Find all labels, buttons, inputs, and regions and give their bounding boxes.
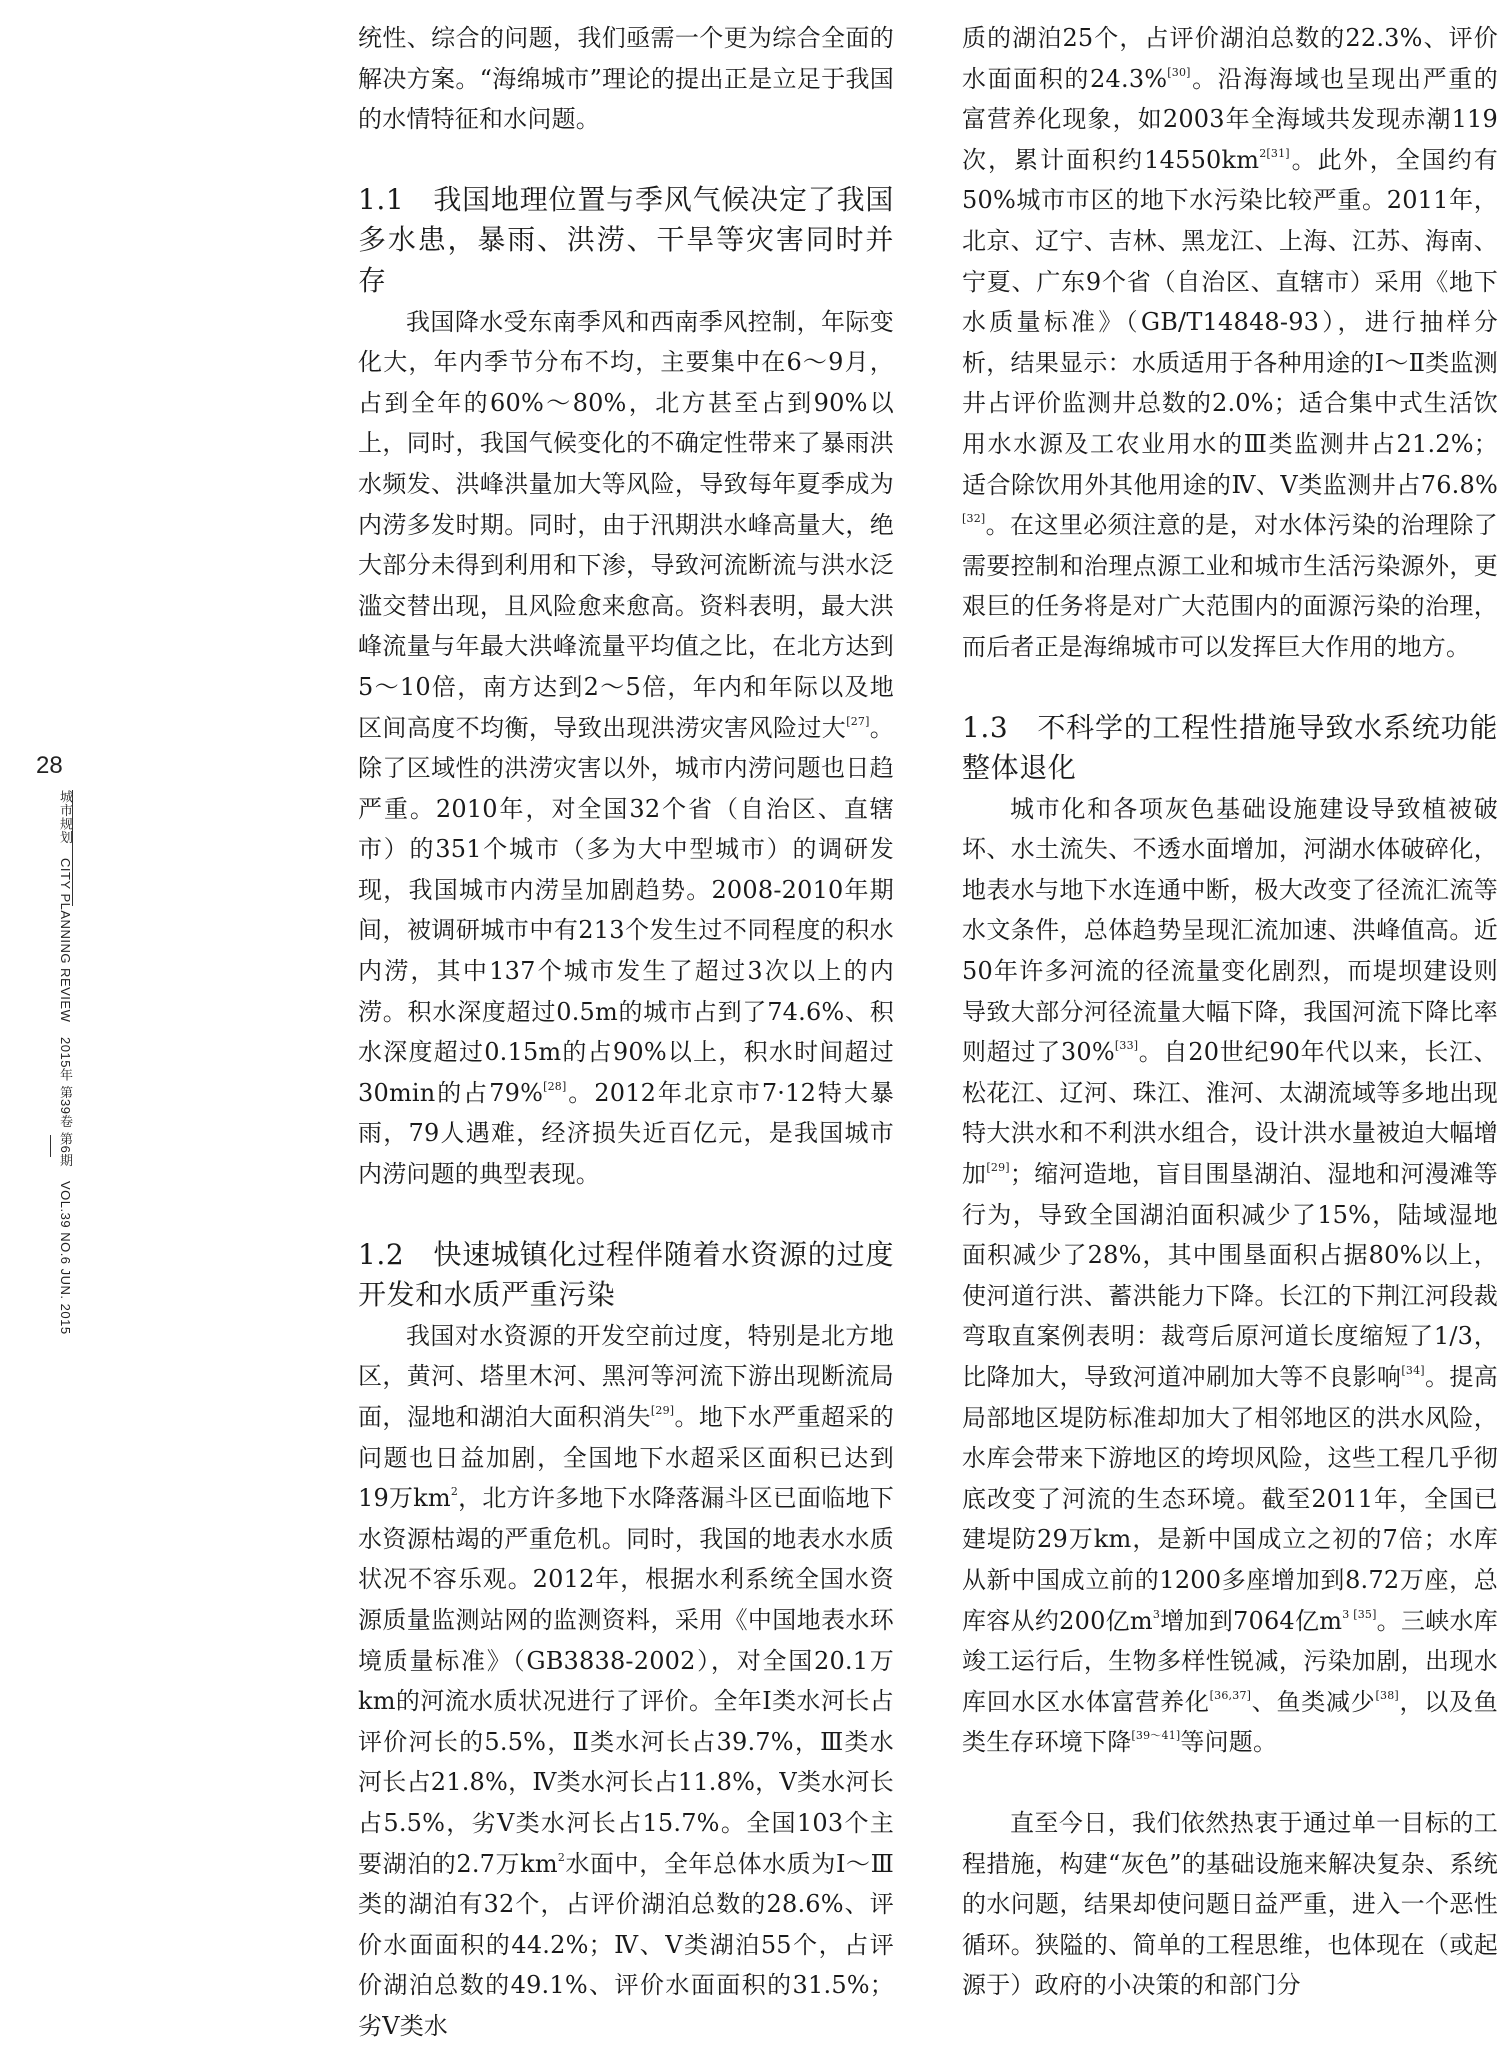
issue-en: VOL.39 NO.6 JUN. 2015 xyxy=(58,1180,73,1335)
text-run: 增加到7064亿m xyxy=(1160,1606,1343,1635)
text-run: 。自20世纪90年代以来，长江、松花江、辽河、珠江、淮河、太湖流域等多地出现特大洪水和不利洪水组合，设计洪水量被迫大幅增加 xyxy=(962,1038,1498,1189)
text-run: 。沿海海域也呈现出严重的富营养化现象，如2003年全海域共发现赤潮119次，累计面积约14550km xyxy=(962,64,1498,174)
running-head xyxy=(56,790,75,1344)
section-gap xyxy=(358,140,894,180)
superscript-3: 3 xyxy=(1342,1607,1350,1621)
paragraph-continued xyxy=(962,18,1498,668)
heading-1-1: 1.1 我国地理位置与季风气候决定了我国多水患，暴雨、洪涝、干旱等灾害同时并存 xyxy=(358,182,894,297)
citation-28: [28] xyxy=(543,1079,567,1093)
text-run: 等问题。 xyxy=(1180,1728,1278,1757)
margin-rule-bottom xyxy=(50,1135,51,1157)
paragraph-1-1 xyxy=(358,302,894,1195)
text-run: 水面中，全年总体水质为Ⅰ～Ⅲ类的湖泊有32个，占评价湖泊总数的28.6%、评价水面面积的44.2%；Ⅳ、Ⅴ类湖泊55个，占评价湖泊总数的49.1%、评价水面面积的31.5%；劣Ⅴ类水 xyxy=(358,1849,894,2040)
citation-32: [32] xyxy=(962,512,986,526)
page-number: 28 xyxy=(36,752,63,779)
margin-strip xyxy=(0,0,100,1925)
section-gap xyxy=(358,1195,894,1235)
text-run: 我国降水受东南季风和西南季风控制，年际变化大，年内季节分布不均，主要集中在6～9月，占到全年的60%～80%，北方甚至占到90%以上，同时，我国气候变化的不确定性带来了暴雨洪水频发、洪峰洪量加大等风险，导致每年夏季成为内涝多发时期。同时，由于汛期洪水峰高量大，绝大部分未得到利用和下渗，导致河流断流与洪水泛滥交替出现，且风险愈来愈高。资料表明，最大洪峰流量与年最大洪峰流量平均值之比，在北方达到5～10倍，南方达到2～5倍，年内和年际以及地区间高度不均衡，导致出现洪涝灾害风险过大 xyxy=(358,307,894,742)
paragraph-continued: 统性、综合的问题，我们亟需一个更为综合全面的解决方案。“海绵城市”理论的提出正是立足于我国的水情特征和水问题。 xyxy=(358,24,894,134)
citation-35: [35] xyxy=(1349,1607,1377,1621)
text-run: 。提高局部地区堤防标准却加大了相邻地区的洪水风险，水库会带来下游地区的垮坝风险，这些工程几乎彻底改变了河流的生态环境。截至2011年，全国已建堤防29万km，是新中国成立之初的7倍；水库从新中国成立前的1200多座增加到8.72万座，总库容从约200亿m xyxy=(962,1363,1498,1635)
text-run: 城市化和各项灰色基础设施建设导致植被破坏、水土流失、不透水面增加，河湖水体破碎化，地表水与地下水连通中断，极大改变了径流汇流等水文条件，总体趋势呈现汇流加速、洪峰值高。近50年许多河流的径流量变化剧烈，而堤坝建设则导致大部分河径流量大幅下降，我国河流下降比率则超过了30% xyxy=(962,794,1498,1067)
superscript-2: 2 xyxy=(1259,146,1267,160)
heading-1-3: 1.3 不科学的工程性措施导致水系统功能整体退化 xyxy=(962,710,1498,785)
issue-cn: 2015年 第39卷 第6期 xyxy=(58,1036,73,1167)
heading-1-2: 1.2 快速城镇化过程伴随着水资源的过度开发和水质严重污染 xyxy=(358,1237,894,1312)
text-run: 、鱼类减少 xyxy=(1251,1687,1376,1716)
text-run: ，北方许多地下水降落漏斗区已面临地下水资源枯竭的严重危机。同时，我国的地表水水质状况不容乐观。2012年，根据水利系统全国水资源质量监测站网的监测资料，采用《中国地表水环境质量标准》（GB3838-2002），对全国20.1万km的河流水质状况进行了评价。全年Ⅰ类水河长占评价河长的5.5%，Ⅱ类水河长占39.7%，Ⅲ类水河长占21.8%，Ⅳ类水河长占11.8%，Ⅴ类水河长占5.5%，劣Ⅴ类水河长占15.7%。全国103个主要湖泊的2.7万km xyxy=(358,1484,894,1878)
section-gap xyxy=(962,668,1498,708)
text-run: 我国对水资源的开发空前过度，特别是北方地区，黄河、塔里木河、黑河等河流下游出现断流局面，湿地和湖泊大面积消失 xyxy=(358,1321,894,1431)
text-run: 质的湖泊25个，占评价湖泊总数的22.3%、评价水面面积的24.3% xyxy=(962,24,1498,93)
citation-36-37: [36,37] xyxy=(1209,1688,1252,1702)
text-run: 。地下水严重超采的问题也日益加剧，全国地下水超采区面积已达到19万km xyxy=(358,1403,894,1513)
citation-27: [27] xyxy=(846,714,870,728)
text-run: 。除了区域性的洪涝灾害以外，城市内涝问题也日趋严重。2010年，对全国32个省（自治区、直辖市）的351个城市（多为大中型城市）的调研发现，我国城市内涝呈加剧趋势。2008-2010年期间，被调研城市中有213个发生过不同程度的积水内涝，其中137个城市发生了超过3次以上的内涝。积水深度超过0.5m的城市占到了74.6%、积水深度超过0.15m的占90%以上，积水时间超过30min的占79% xyxy=(358,713,895,1107)
journal-title-cn: 城市规划 xyxy=(58,790,73,844)
paragraph-1-3 xyxy=(962,789,1498,1763)
superscript-3: 3 xyxy=(1152,1607,1161,1621)
text-run: 。三峡水库竣工运行后，生物多样性锐减，污染加剧，出现水库回水区水体富营养化 xyxy=(962,1606,1499,1716)
text-run: 。此外，全国约有50%城市市区的地下水污染比较严重。2011年，北京、辽宁、吉林、黑龙江、上海、江苏、海南、宁夏、广东9个省（自治区、直辖市）采用《地下水质量标准》（GB/T14848-93），进行抽样分析，结果显示：水质适用于各种用途的Ⅰ～Ⅱ类监测井占评价监测井总数的2.0%；适合集中式生活饮用水水源及工农业用水的Ⅲ类监测井占21.2%；适合除饮用外其他用途的Ⅳ、Ⅴ类监测井占76.8% xyxy=(962,145,1498,499)
text-run: ；缩河造地，盲目围垦湖泊、湿地和河漫滩等行为，导致全国湖泊面积减少了15%，陆域湿地面积减少了28%，其中围垦面积占据80%以上，使河道行洪、蓄洪能力下降。长江的下荆江河段裁弯取直案例表明：裁弯后原河道长度缩短了1/3，比降加大，导致河道冲刷加大等不良影响 xyxy=(962,1160,1498,1391)
text-run: 。在这里必须注意的是，对水体污染的治理除了需要控制和治理点源工业和城市生活污染源外，更艰巨的任务将是对广大范围内的面源污染的治理，而后者正是海绵城市可以发挥巨大作用的地方。 xyxy=(962,511,1498,661)
citation-30: [30] xyxy=(1167,65,1191,79)
left-column xyxy=(358,18,895,2040)
text-run: 。2012年北京市7·12特大暴雨，79人遇难，经济损失近百亿元，是我国城市内涝问题的典型表现。 xyxy=(358,1078,894,1189)
paragraph-gap xyxy=(962,1763,1498,1803)
paragraph-1-2 xyxy=(358,1316,894,2047)
citation-33: [33] xyxy=(1114,1039,1139,1053)
citation-29: [29] xyxy=(650,1404,675,1417)
citation-31: [31] xyxy=(1266,146,1290,160)
text-run: ，以及鱼类生存环境下降 xyxy=(962,1687,1498,1757)
citation-34: [34] xyxy=(1401,1364,1425,1377)
paragraph-closing: 直至今日，我们依然热衷于通过单一目标的工程措施，构建“灰色”的基础设施来解决复杂、系统的水问题，结果却使问题日益严重，进入一个恶性循环。狭隘的、简单的工程思维，也体现在（或起源于）政府的小决策的和部门分 xyxy=(962,1808,1498,2000)
right-column xyxy=(962,18,1499,2000)
citation-39-41: [39～41] xyxy=(1131,1729,1181,1743)
citation-29: [29] xyxy=(986,1161,1010,1175)
superscript-2: 2 xyxy=(557,1850,566,1864)
citation-38: [38] xyxy=(1375,1688,1399,1702)
journal-title-en: CITY PLANNING REVIEW xyxy=(58,858,73,1023)
superscript-2: 2 xyxy=(450,1485,459,1499)
